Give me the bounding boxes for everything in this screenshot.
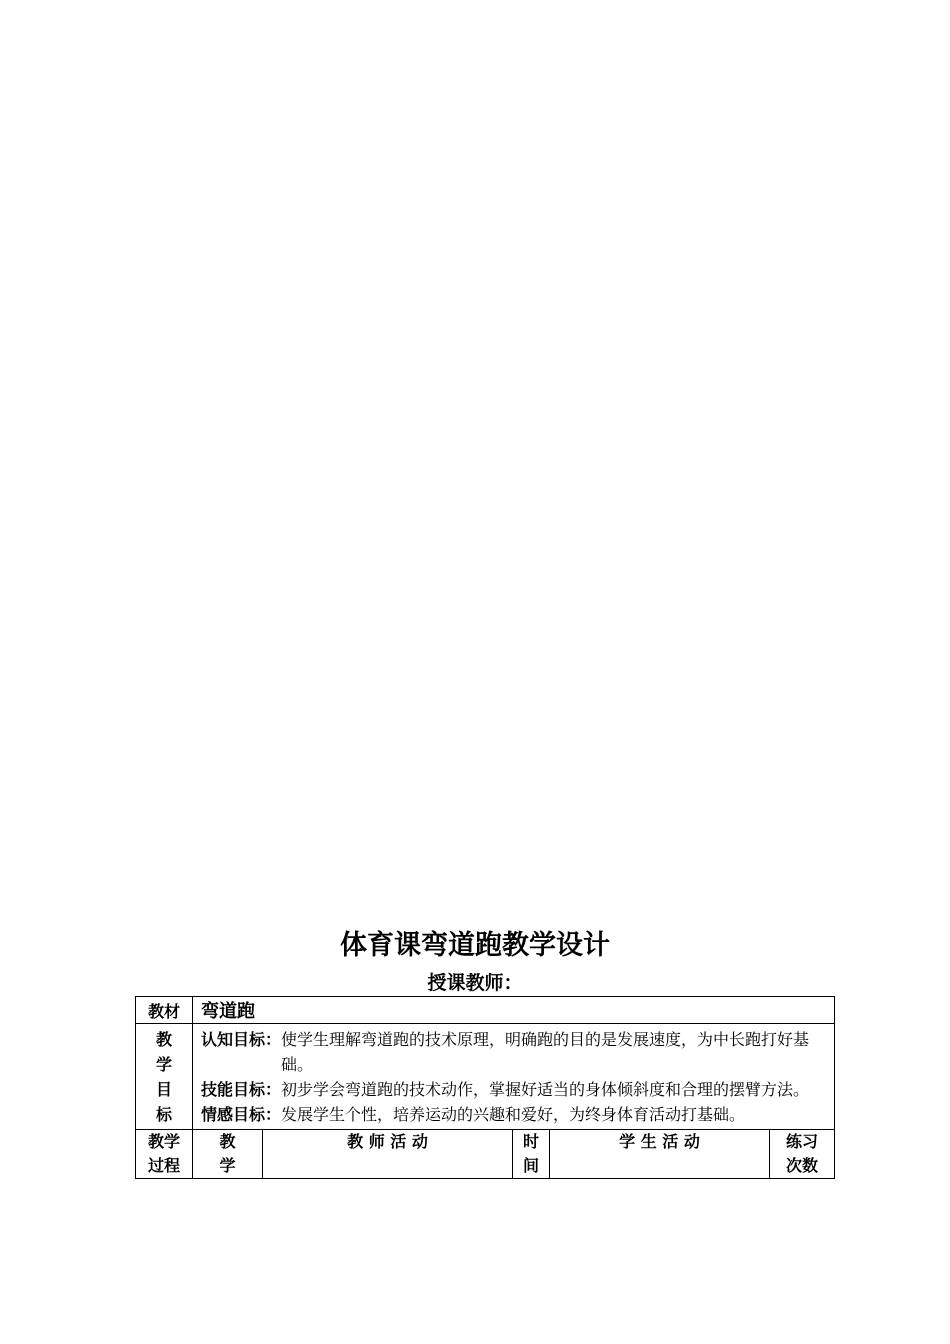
teacher-activity-header: 教 师 活 动 [263,1130,513,1179]
material-label: 教材 [136,997,193,1024]
process-header [136,1130,193,1179]
goals-label-char: 教 [155,1029,172,1049]
teaching-header-line: 学 [219,1156,236,1175]
lesson-plan-table [135,996,835,1179]
goal-label: 技能目标： [201,1080,282,1099]
time-header-line: 时 [522,1132,539,1151]
practice-count-header [770,1130,835,1179]
student-activity-header: 学 生 活 动 [550,1130,770,1179]
goal-label: 认知目标： [201,1030,282,1049]
goals-row [136,1024,835,1130]
goals-label-char: 目 [155,1079,172,1099]
affective-goal [201,1102,828,1127]
process-header-line: 过程 [147,1156,180,1175]
time-header [513,1130,550,1179]
process-header-line: 教学 [147,1132,180,1151]
material-value: 弯道跑 [193,997,835,1024]
goals-content [193,1024,835,1130]
practice-count-header-line: 练习 [786,1132,819,1151]
goals-label-char: 标 [155,1104,172,1124]
goal-label: 情感目标： [201,1105,282,1124]
goal-text: 使学生理解弯道跑的技术原理，明确跑的目的是发展速度，为中长跑打好基础。 [281,1030,810,1074]
cognitive-goal [201,1027,828,1077]
time-header-line: 间 [522,1156,539,1175]
practice-count-header-line: 次数 [786,1156,819,1175]
process-header-row [136,1130,835,1179]
teaching-header [193,1130,263,1179]
goal-text: 发展学生个性，培养运动的兴趣和爱好，为终身体育活动打基础。 [281,1105,746,1124]
goals-label-char: 学 [155,1054,172,1074]
skill-goal [201,1077,828,1102]
teaching-header-line: 教 [219,1132,236,1151]
goals-label-cell [136,1024,193,1130]
teacher-label: 授课教师： [427,972,523,994]
document-title: 体育课弯道跑教学设计 [340,930,610,961]
material-row [136,997,835,1024]
goal-text: 初步学会弯道跑的技术动作，掌握好适当的身体倾斜度和合理的摆臂方法。 [281,1080,810,1099]
